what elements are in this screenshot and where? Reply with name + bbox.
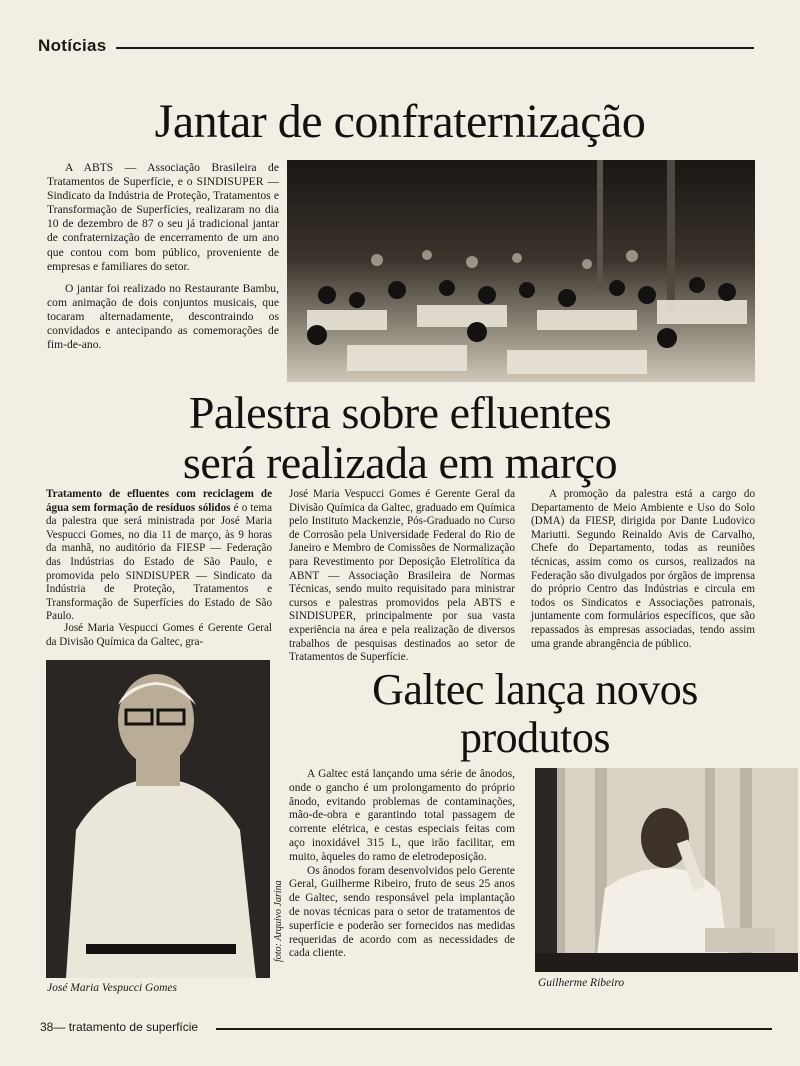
article2-column-3 [531,488,755,651]
vespucci-photo-credit-wrap [273,840,287,970]
article2-title-line-2: será realizada em março [182,437,618,488]
dinner-photo-image [287,160,755,382]
article2-bio: José Maria Vespucci Gomes é Gerente Geral da Divisão Química da Galtec, graduado em Química pelo Instituto Mackenzie, Pós-Graduado no Curso de Corrosão pela Universidade Federal do Rio de Janeiro e Membro de Comissões de Normalização para Revestimento por Deposição Eletrolítica da ABNT — Associação Brasileira de Normas Técnicas, sendo muito requisitado para ministrar cursos e palestras promovidos pela ABTS e SINDISUPER, principalmente por sua vasta experiência na área e pela realização de diversos trabalhos de pesquisas destinados ao setor de Tratamentos de Superfície. [289,488,515,664]
publication-name: tratamento de superfície [68,1020,199,1034]
article2-intro: é o tema da palestra que será ministrada por José Maria Vespucci Gomes, no dia 11 de março, às 9 horas da manhã, no auditório da FIESP — Federação das Indústrias do Estado de São Paulo, e promovida pelo SINDISUPER — Sindicato da Indústria de Proteção, Tratamentos e Transformação de Superfícies do Estado de São Paulo. [46,501,272,623]
article2-organizer: A promoção da palestra está a cargo do Departamento de Meio Ambiente e Uso do Solo (DMA) da FIESP, dirigida por Dante Ludovico Mariutti. Segundo Reinaldo Avis de Carvalho, Chefe do Departamento, todas as reuniões técnicas, assim como os cursos, realizados na Federação são divulgados por órgãos de imprensa do próprio Centro das Indústrias e circula em todos os Sindicatos e Associações patronais, juntamente com formulários específicos, que são repassados às empresas associadas, tendo assim uma grande abrangência de público. [531,488,755,650]
article2-lead: Tratamento de efluentes com reciclagem de água sem formação de resíduos sólidos [46,488,272,514]
article1-paragraph-1: A ABTS — Associação Brasileira de Tratamentos de Superfície, e o SINDISUPER — Sindicato da Indústria de Proteção, Tratamentos e Transformação de Superfícies, realizaram no dia 10 de dezembro de 87 o seu já tradicional jantar de confraternização de encerramento de um ano que contou com bom público, proveniente de empresas e familiares do setor. [47,161,279,273]
ribeiro-caption: Guilherme Ribeiro [538,977,625,989]
article2-title-line-1: Palestra sobre efluentes [188,387,612,438]
article3-body [289,768,515,961]
footer-dash: — [53,1020,66,1034]
header-rule [116,47,754,49]
footer-rule [216,1028,772,1030]
vespucci-photo [46,660,270,978]
article3-paragraph-1: A Galtec está lançando uma série de ânodos, onde o gancho é um prolongamento do próprio ânodo, evitando problemas de contaminações, mão-de-obra e garantindo total passagem de corrente elétrica, e cestas especiais feitas com aço inoxidável 315 L, que irão facilitar, em muito, àqueles do ramo de eletrodeposição. [289,768,515,863]
vespucci-photo-credit: foto: Arquivo Jarina [273,880,284,962]
footer [40,1020,198,1034]
article3-title-line-1: Galtec lança novos [372,665,698,714]
article2-bio-start: José Maria Vespucci Gomes é Gerente Geral da Divisão Química da Galtec, gra- [46,622,272,648]
vespucci-photo-image [46,660,270,978]
ribeiro-photo [535,768,798,972]
article3-paragraph-2: Os ânodos foram desenvolvidos pelo Gerente Geral, Guilherme Ribeiro, fruto de seus 25 anos de Galtec, sendo responsável pela implantação de novas técnicas para o setor de tratamentos de superfície e poderão ser fornecidos nas medidas requeridas de acordo com as necessidades de cada cliente. [289,864,515,960]
article2-column-2 [46,622,272,650]
section-label: Notícias [38,36,107,55]
ribeiro-photo-image [535,768,798,972]
page-number: 38 [40,1020,54,1034]
article1-body [47,161,279,360]
article2-column-2b [289,488,515,665]
dinner-photo [287,160,755,382]
vespucci-caption: José Maria Vespucci Gomes [47,982,177,994]
article1-title: Jantar de confraternização [154,95,646,148]
article3-title-line-2: produtos [460,713,610,762]
article1-paragraph-2: O jantar foi realizado no Restaurante Bambu, com animação de dois conjuntos musicais, que tocaram alternadamente, descontraindo os convidados e antecipando as comemorações de fim-de-ano. [47,281,279,352]
